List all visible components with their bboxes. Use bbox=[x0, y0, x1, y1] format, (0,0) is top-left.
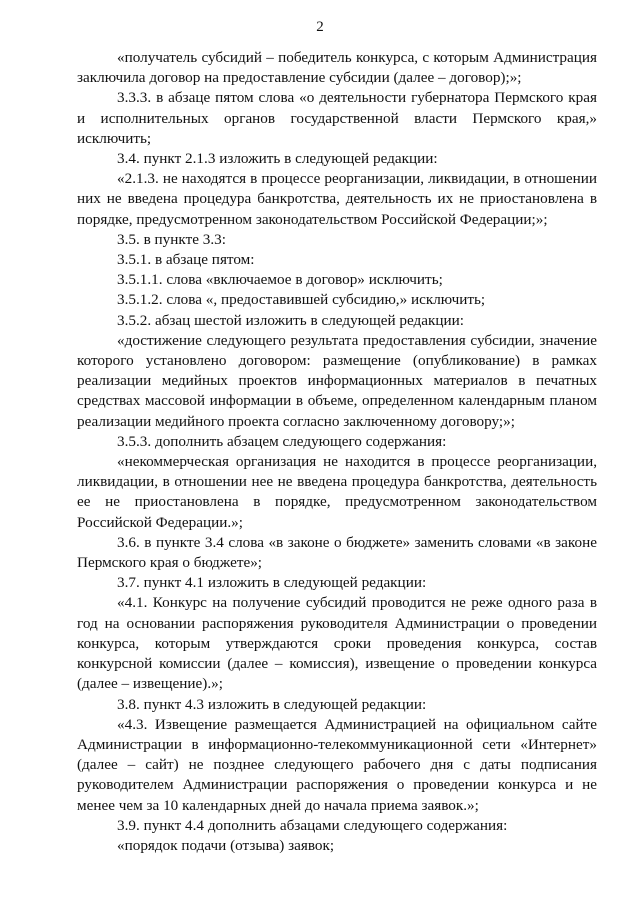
paragraph: «порядок подачи (отзыва) заявок; bbox=[117, 836, 335, 854]
paragraph: 3.5.2. абзац шестой изложить в следующей редакции: bbox=[117, 311, 464, 329]
paragraph: 3.7. пункт 4.1 изложить в следующей редакции: bbox=[117, 574, 427, 592]
paragraph: 3.5.1.2. слова «, предоставившей субсидию,» исключить; bbox=[117, 291, 486, 309]
document-body bbox=[77, 48, 597, 856]
paragraph: «4.3. Извещение размещается Администрацией на официальном сайте Администрации в информационно-телекоммуникационной сети «Интернет» (далее – сайт) не позднее следующего рабочего дня с даты подписания руководителем Администрации распоряжения о проведении конкурса и не менее чем за 10 календарных дней до начала приема заявок.»; bbox=[77, 715, 597, 814]
paragraph: 3.5.1.1. слова «включаемое в договор» исключить; bbox=[117, 271, 443, 289]
paragraph: 3.5. в пункте 3.3: bbox=[117, 230, 226, 248]
paragraph: «некоммерческая организация не находится в процессе реорганизации, ликвидации, в отношении нее не введена процедура банкротства, деятельность ее не приостановлена в порядке, предусмотренном законодательством Российской Федерации.»; bbox=[77, 453, 597, 531]
paragraph: 3.8. пункт 4.3 изложить в следующей редакции: bbox=[117, 695, 427, 713]
paragraph: «4.1. Конкурс на получение субсидий проводится не реже одного раза в год на основании распоряжения руководителя Администрации о проведении конкурса, которым утверждаются сроки проведения конкурса, состав конкурсной комиссии (далее – комиссия), извещение о проведении конкурса (далее – извещение).»; bbox=[77, 594, 597, 693]
paragraph: «2.1.3. не находятся в процессе реорганизации, ликвидации, в отношении них не введена процедура банкротства, деятельность их не приостановлена в порядке, предусмотренном законодательством Российской Федерации;»; bbox=[77, 170, 597, 228]
paragraph: 3.6. в пункте 3.4 слова «в законе о бюджете» заменить словами «в законе Пермского края о бюджете»; bbox=[77, 533, 597, 572]
paragraph: 3.3.3. в абзаце пятом слова «о деятельности губернатора Пермского края и исполнительных органов государственной власти Пермского края,» исключить; bbox=[77, 89, 597, 147]
paragraph: 3.5.1. в абзаце пятом: bbox=[117, 251, 255, 269]
paragraph: «достижение следующего результата предоставления субсидии, значение которого установлено договором: размещение (опубликование) в рамках реализации медийных проектов информационных материалов в печатных средствах массовой информации в объеме, определенном календарным планом реализации медийного проекта согласно заключенному договору;»; bbox=[77, 331, 597, 430]
paragraph: 3.9. пункт 4.4 дополнить абзацами следующего содержания: bbox=[117, 816, 508, 834]
paragraph: «получатель субсидий – победитель конкурса, с которым Администрация заключила договор на предоставление субсидии (далее – договор);»; bbox=[77, 49, 597, 87]
paragraph: 3.5.3. дополнить абзацем следующего содержания: bbox=[117, 432, 447, 450]
page-number: 2 bbox=[316, 19, 324, 35]
paragraph: 3.4. пункт 2.1.3 изложить в следующей редакции: bbox=[117, 150, 438, 168]
